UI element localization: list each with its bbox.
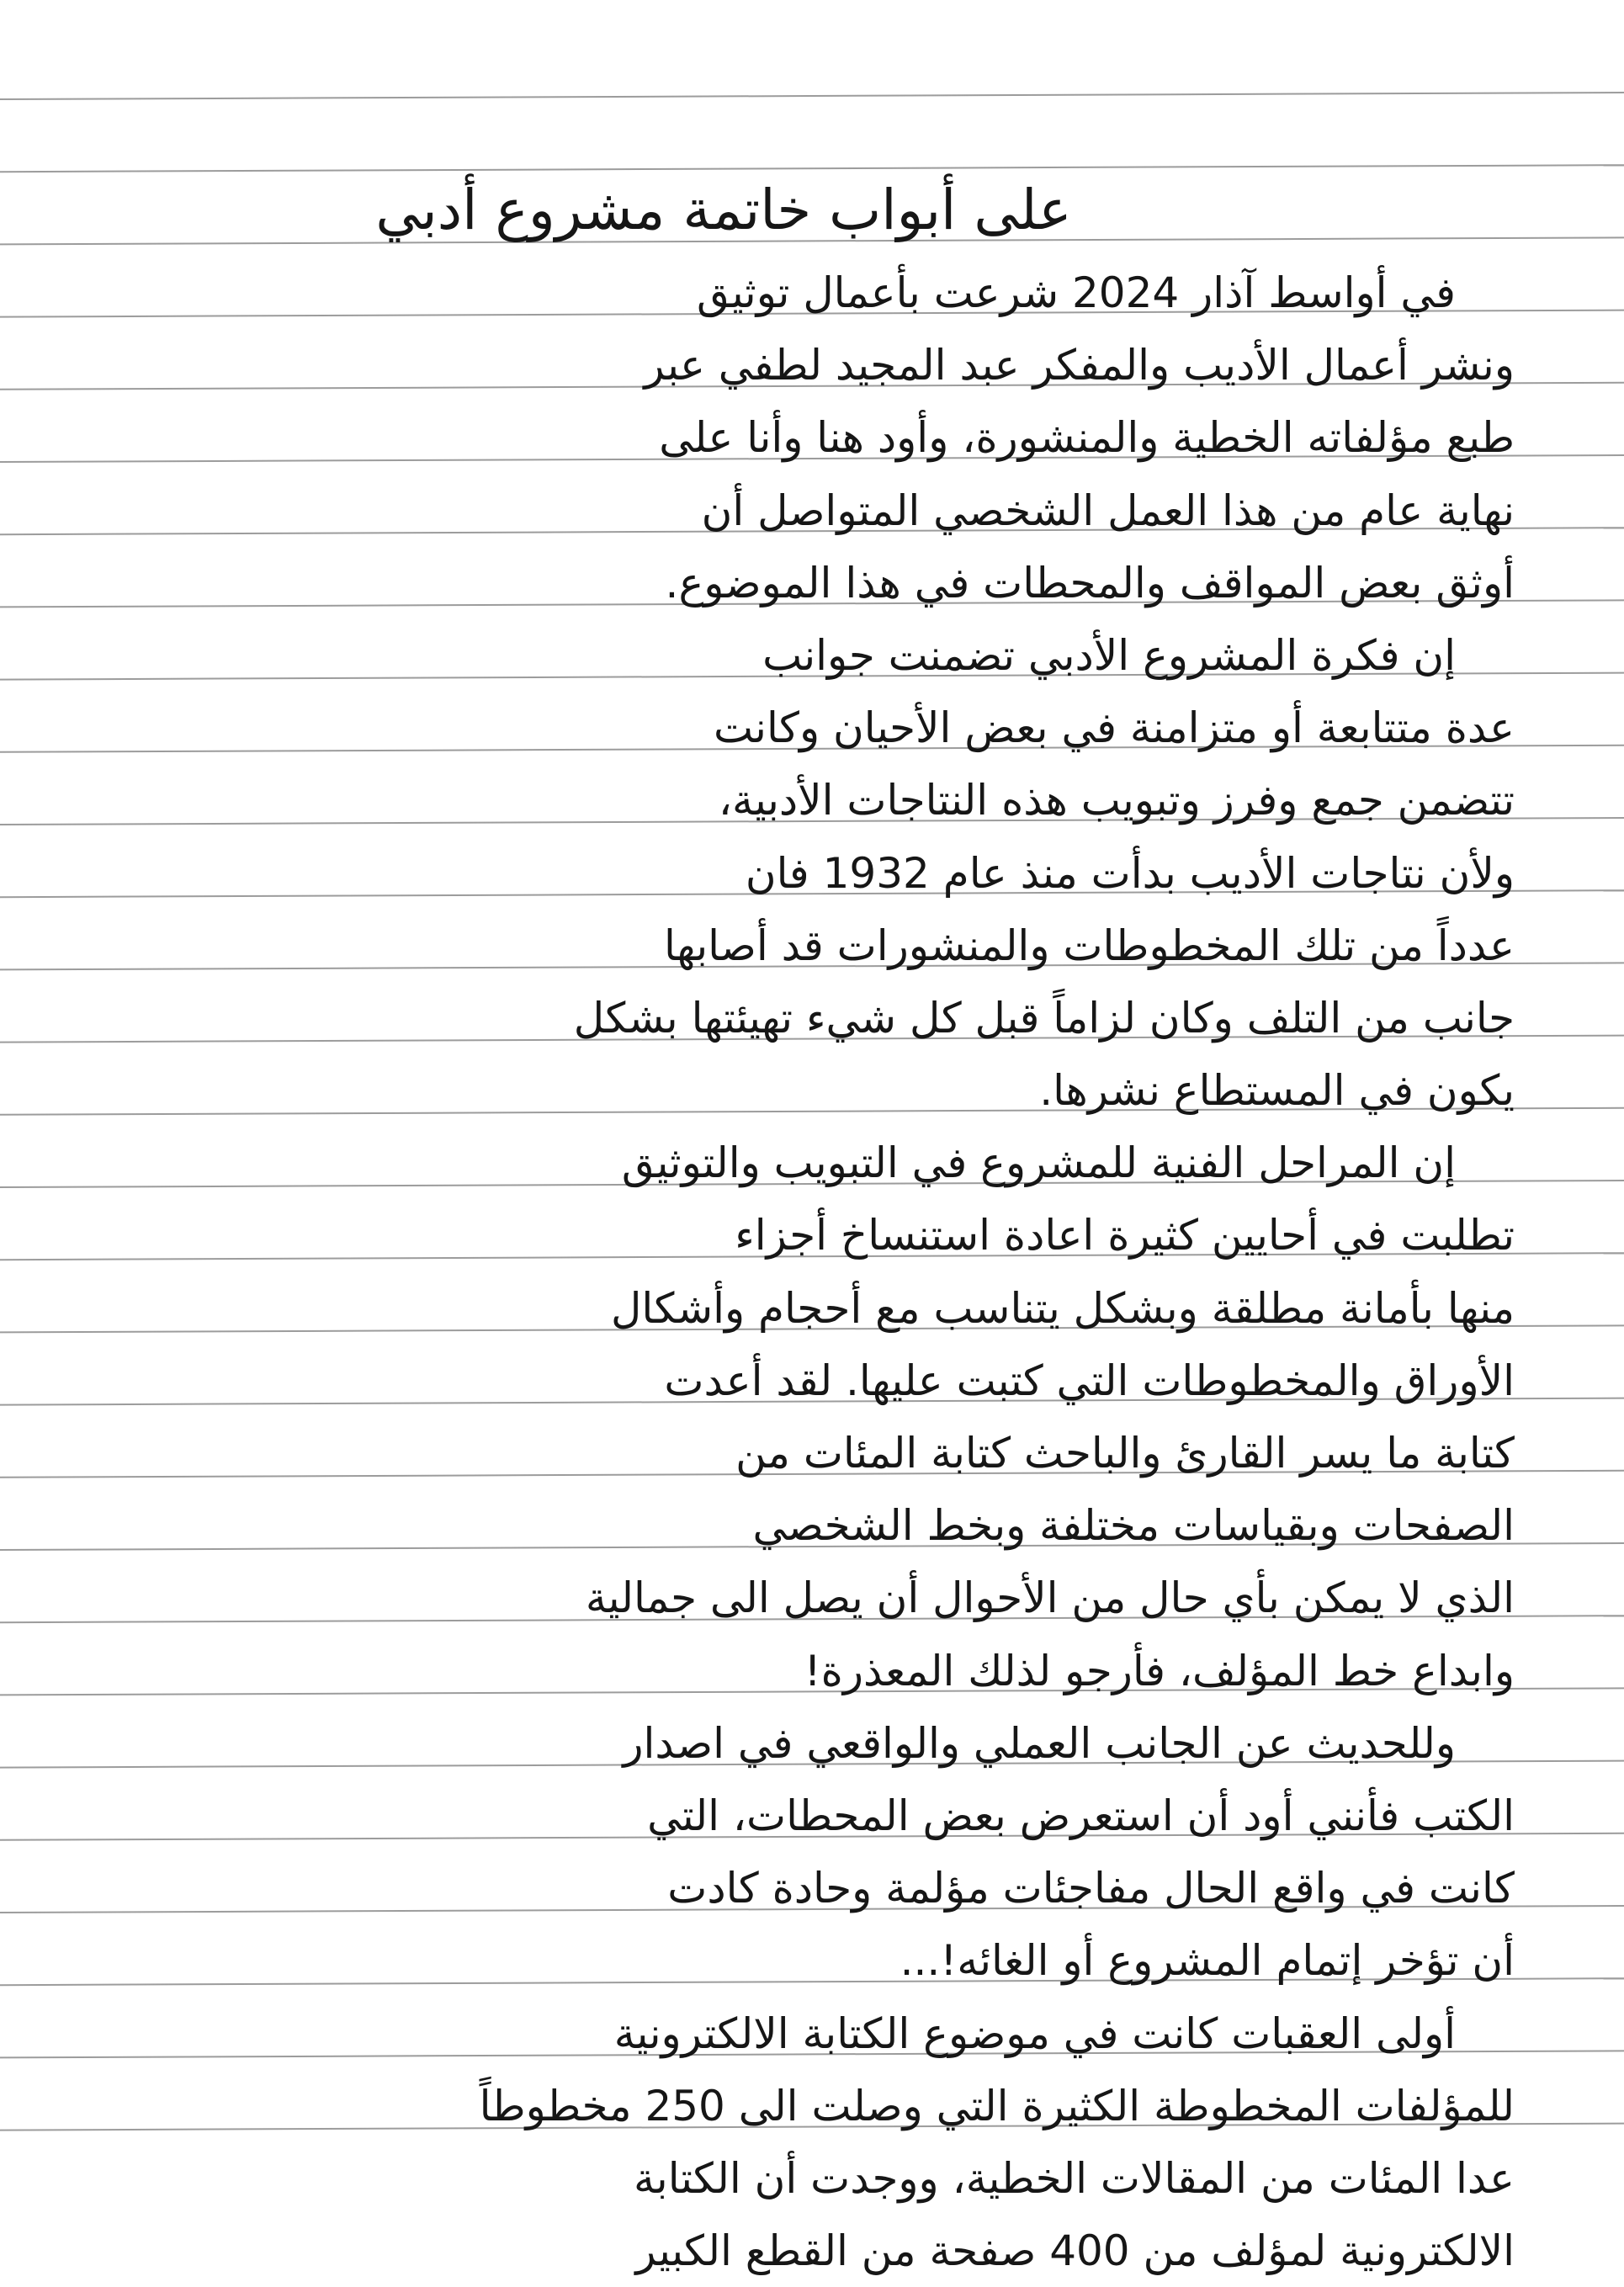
text-line: يكون في المستطاع نشرها. [1039,1066,1515,1116]
text-line: عدا المئات من المقالات الخطية، ووجدت أن الكتابة [634,2153,1515,2203]
text-line: في أواسط آذار 2024 شرعت بأعمال توثيق [697,268,1456,317]
text-line: طبع مؤلفاته الخطية والمنشورة، وأود هنا وأنا على [659,413,1515,463]
text-line: تطلبت في أحايين كثيرة اعادة استنساخ أجزاء [735,1211,1515,1260]
text-line: منها بأمانة مطلقة وبشكل يتناسب مع أحجام وأشكال [611,1283,1515,1333]
text-line: الأوراق والمخطوطات التي كتبت عليها. لقد أعدت [664,1356,1515,1405]
text-line: أولى العقبات كانت في موضوع الكتابة الالكترونية [613,2008,1456,2058]
body-text [118,257,1515,2287]
text-line: أن تؤخر إتمام المشروع أو الغائه!... [900,1936,1515,1986]
text-line: الكتب فأنني أود أن استعرض بعض المحطات، التي [647,1791,1515,1840]
text-line: جانب من التلف وكان لزاماً قبل كل شيء تهيئتها بشكل [573,993,1515,1043]
text-line: عدة متتابعة أو متزامنة في بعض الأحيان وكانت [713,703,1515,753]
text-line: إن المراحل الفنية للمشروع في التبويب والتوثيق [621,1138,1456,1188]
page-title: على أبواب خاتمة مشروع أدبي [375,178,1072,242]
text-line: ونشر أعمال الأديب والمفكر عبد المجيد لطفي عبر [644,341,1515,390]
text-line: إن فكرة المشروع الأدبي تضمنت جوانب [762,630,1456,680]
text-line: كانت في واقع الحال مفاجئات مؤلمة وحادة كادت [667,1864,1515,1913]
text-line: للمؤلفات المخطوطة الكثيرة التي وصلت الى 250 مخطوطاً [479,2081,1515,2130]
text-line: ولأن نتاجات الأديب بدأت منذ عام 1932 فان [745,848,1515,898]
text-line: نهاية عام من هذا العمل الشخصي المتواصل أن [701,486,1515,535]
text-line: الذي لا يمكن بأي حال من الأحوال أن يصل الى جمالية [585,1573,1515,1623]
text-line: الالكترونية لمؤلف من 400 صفحة من القطع الكبير [635,2226,1515,2276]
text-line: وللحديث عن الجانب العملي والواقعي في اصدار [623,1718,1456,1768]
text-line: كتابة ما يسر القارئ والباحث كتابة المئات من [735,1429,1515,1478]
text-line: تتضمن جمع وفرز وتبويب هذه النتاجات الأدبية، [718,776,1515,825]
ruled-line [0,93,1624,99]
text-line: عدداً من تلك المخطوطات والمنشورات قد أصابها [663,921,1515,970]
text-line: وابداع خط المؤلف، فأرجو لذلك المعذرة! [804,1646,1515,1695]
handwritten-text [118,164,1515,2287]
text-line: الصفحات وبقياسات مختلفة وبخط الشخصي [752,1501,1515,1551]
text-line: أوثق بعض المواقف والمحطات في هذا الموضوع. [665,558,1515,608]
